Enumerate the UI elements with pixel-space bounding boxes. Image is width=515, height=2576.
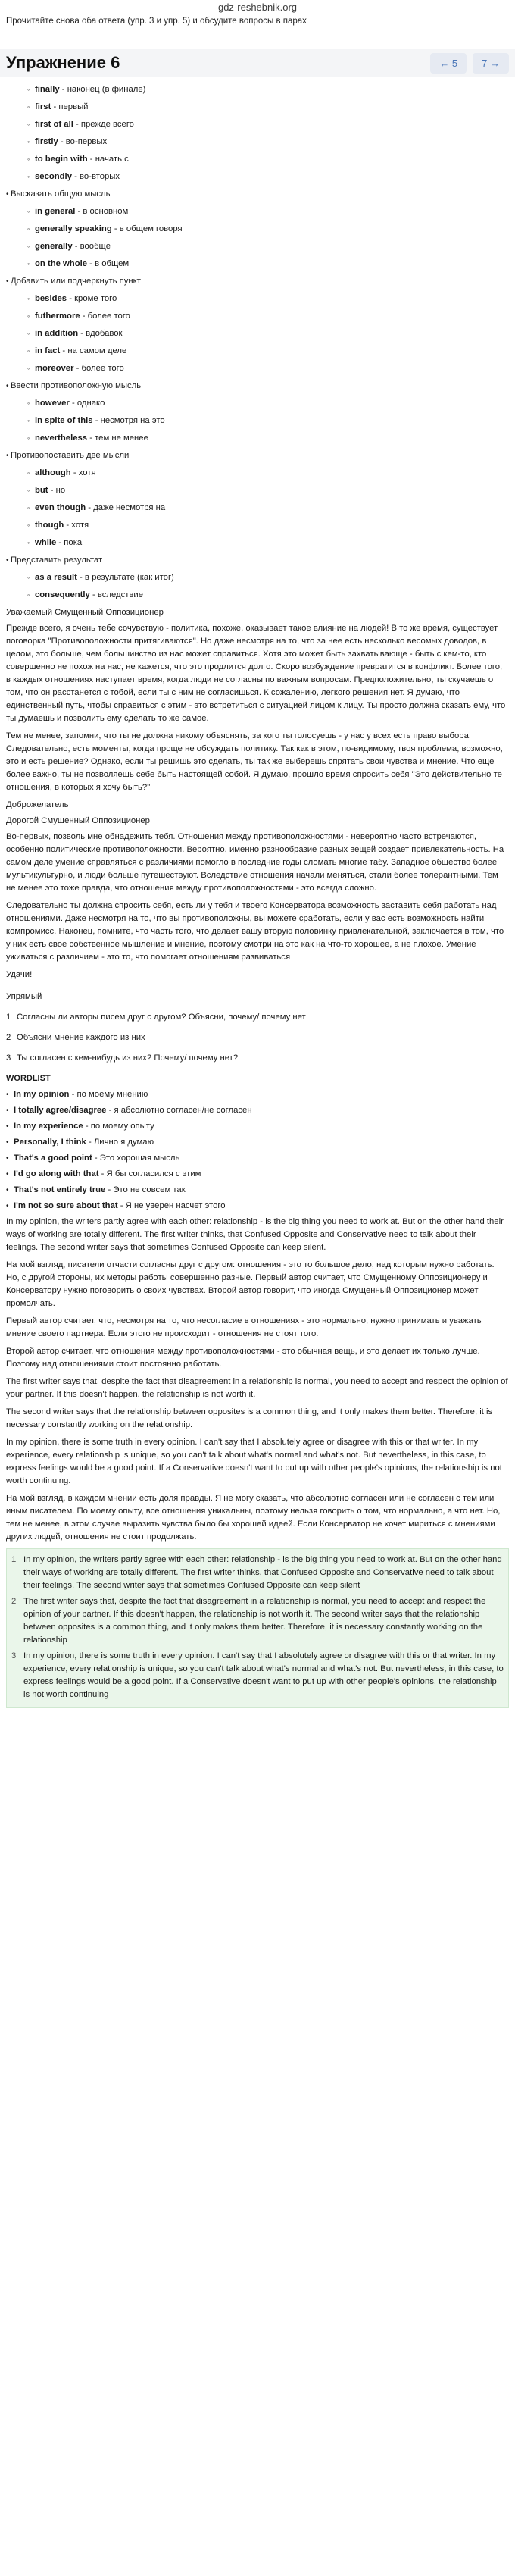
discussion	[6, 1216, 509, 1544]
wordlist-translation: - я абсолютно согласен/не согласен	[106, 1106, 252, 1115]
discussion-paragraph: Второй автор считает, что отношения между противоположностями - это обычная вещь, и это делает их только лучше. Поэтому над отношениями стоит постоянно работать.	[6, 1347, 480, 1369]
phrase-item	[6, 432, 509, 445]
phrase-item	[6, 589, 509, 602]
wordlist-translation: - Я бы согласился с этим	[98, 1169, 201, 1178]
phrase-translation: - первый	[51, 102, 89, 111]
wordlist-phrase: In my opinion	[14, 1090, 70, 1099]
phrase-translation: - более того	[73, 364, 124, 373]
exercise-header	[0, 49, 515, 77]
letter1-greeting: Уважаемый Смущенный Оппозиционер	[6, 608, 164, 617]
wordlist-item	[6, 1152, 509, 1165]
phrase-item	[6, 153, 509, 166]
phrase-english: to begin with	[35, 155, 88, 164]
phrase-item	[6, 519, 509, 532]
wordlist-phrase: Personally, I think	[14, 1138, 86, 1147]
phrase-english: besides	[35, 294, 67, 303]
discussion-paragraph: The second writer says that the relationship between opposites is a common thing, and it only makes them better. Therefore, it is necessary constantly working on the relationship.	[6, 1407, 493, 1429]
answer-item: 1 In my opinion, the writers partly agree with each other: relationship - is the big thing you need to work at. But on the other hand their ways of working are totally different. The first writer thinks, that Confused Opposite and Conservative need to talk about their feelings. The second writer says that sometimes Confused Opposite can keep silent	[11, 1555, 502, 1590]
wordlist-translation: - Я не уверен насчет этого	[117, 1201, 226, 1210]
phrase-item	[6, 136, 509, 149]
letter1-paragraph: Прежде всего, я очень тебе сочувствую - политика, похоже, оказывает такое влияние на людей! В то же время, существует поговорка "Противоположности притягиваются". Но даже несмотря на то, что за нее есть несколько весомых доводов, в целом, это больше, чем большинство из нас может справиться. Хотя это может быть захватывающе - быть с кем-то, кто совершенно не похож на нас, не кажется, что это продлится долго. Скоро возбуждение превратится в конфликт. Более того, в каждых отношениях наступает время, когда люди не согласны по важным вопросам. Предположительно, ты скучаешь о том, что он расстанется с тобой, если ты с ним не согласишься. К сожалению, легкого решения нет. Я думаю, что единственный путь, чтобы справиться с этим - это встретиться с ситуацией лицом к лицу. Ты просто должна сказать ему, что ты думаешь и позволить ему сделать то же самое.	[6, 624, 506, 723]
phrase-translation: - даже несмотря на	[86, 503, 166, 512]
phrase-translation: - хотя	[70, 468, 96, 477]
phrase-translation: - однако	[69, 399, 105, 408]
phrase-category: • Представить результат	[6, 554, 509, 567]
wordlist-phrase: In my experience	[14, 1122, 83, 1131]
question-item: 1 Согласны ли авторы писем друг с другом? Объясни, почему/ почему нет	[6, 1013, 306, 1022]
phrase-english: nevertheless	[35, 434, 88, 443]
phrase-item	[6, 171, 509, 183]
wordlist-item	[6, 1168, 509, 1181]
letter2-paragraph: Следовательно ты должна спросить себя, есть ли у тебя и твоего Консерватора возможность заставить себя работать над отношениями. Даже несмотря на то, что вы противоположны, вы можете сработать, если у вас есть возможность найти компромисс. Наконец, помните, что часть того, что делает вашу вторую половинку привлекательной, заключается в том, что у них есть свое собственное мышление и мнение, поэтому смотри на это как на что-то хорошее, а не плохое. Умение уживаться с различием - это то, что помогает отношениям развиваться	[6, 901, 504, 962]
phrase-translation: - более того	[80, 311, 130, 321]
phrase-english: generally speaking	[35, 224, 112, 233]
phrase-item	[6, 223, 509, 236]
wordlist-title: WORDLIST	[6, 1074, 51, 1083]
phrase-translation: - прежде всего	[73, 120, 134, 129]
phrase-english: moreover	[35, 364, 74, 373]
phrase-english: secondly	[35, 172, 72, 181]
phrase-english: first of all	[35, 120, 73, 129]
wordlist-translation: - Это не совсем так	[105, 1185, 186, 1194]
letter1-signoff: Доброжелатель	[6, 800, 69, 809]
phrase-english: in spite of this	[35, 416, 93, 425]
letter2-signature: Упрямый	[6, 992, 42, 1001]
answer-item: 3 In my opinion, there is some truth in every opinion. I can't say that I absolutely agree or disagree with this or that writer. In my experience, every relationship is unique, so you can't talk about what's normal and what's not. But nevertheless, in this case, to express feelings would be a good point. If a Conservative doesn't want to put up with other people's opinions, the relationship is not worth continuing	[11, 1651, 504, 1699]
wordlist-phrase: That's not entirely true	[14, 1185, 106, 1194]
phrase-english: firstly	[35, 137, 58, 146]
exercise-nav	[430, 53, 509, 74]
phrase-category: • Ввести противоположную мысль	[6, 380, 509, 393]
phrase-category: • Противопоставить две мысли	[6, 449, 509, 462]
wordlist-translation: - Лично я думаю	[86, 1138, 154, 1147]
wordlist-translation: - Это хорошая мысль	[92, 1153, 180, 1163]
letter2-signoff: Удачи!	[6, 970, 33, 979]
phrase-english: although	[35, 468, 71, 477]
phrase-translation: - несмотря на это	[92, 416, 165, 425]
phrase-translation: - вследствие	[89, 590, 144, 599]
phrase-translation: - во-первых	[58, 137, 108, 146]
phrase-translation: - в общем говоря	[111, 224, 183, 233]
phrase-translation: - тем не менее	[87, 434, 148, 443]
phrase-item	[6, 345, 509, 358]
exercise-title: Упражнение 6	[6, 53, 120, 72]
wordlist-translation: - по моему опыту	[83, 1122, 154, 1131]
phrase-item	[6, 101, 509, 114]
phrase-translation: - наконец (в финале)	[59, 85, 146, 94]
phrase-item	[6, 362, 509, 375]
wordlist-phrase: I totally agree/disagree	[14, 1106, 107, 1115]
wordlist-phrase: I'm not so sure about that	[14, 1201, 118, 1210]
discussion-paragraph: Первый автор считает, что, несмотря на то, что несогласие в отношениях - это нормально, нужно принимать и уважать мнение своего партнера. Если этого не происходит - отношения не стоят того.	[6, 1316, 482, 1338]
phrase-translation: - но	[48, 486, 66, 495]
phrase-english: in fact	[35, 346, 61, 355]
phrase-list	[6, 83, 509, 602]
phrase-english: however	[35, 399, 70, 408]
phrase-english: finally	[35, 85, 60, 94]
phrase-item	[6, 293, 509, 305]
phrase-translation: - в основном	[75, 207, 129, 216]
wordlist-item	[6, 1184, 509, 1197]
phrase-english: as a result	[35, 573, 77, 582]
phrase-english: consequently	[35, 590, 90, 599]
discussion-paragraph: На мой взгляд, писатели отчасти согласны друг с другом: отношения - это то большое дело, над которым нужно работать. Но, с другой стороны, их методы работы совершенно разные. Первый автор считает, что Смущенному Оппозиционеру и Консерватору нужно поговорить о своих чувствах. Второй автор говорит, что иногда Смущенный Оппозиционер может промолчать.	[6, 1260, 495, 1308]
question-item: 2 Объясни мнение каждого из них	[6, 1033, 145, 1042]
next-exercise-button[interactable]: 7 →	[473, 53, 509, 74]
question-item: 3 Ты согласен с кем-нибудь из них? Почему/ почему нет?	[6, 1053, 239, 1063]
phrase-english: generally	[35, 242, 73, 251]
wordlist-item	[6, 1088, 509, 1101]
phrase-english: though	[35, 521, 64, 530]
wordlist-item	[6, 1104, 509, 1117]
prev-exercise-button[interactable]: ← 5	[430, 53, 467, 74]
phrase-item	[6, 537, 509, 549]
wordlist	[6, 1088, 509, 1213]
phrase-translation: - вообще	[72, 242, 111, 251]
phrase-category: • Добавить или подчеркнуть пункт	[6, 275, 509, 288]
phrase-english: even though	[35, 503, 86, 512]
letter2-paragraph: Во-первых, позволь мне обнадежить тебя. Отношения между противоположностями - невероятно часто встречаются, особенно политические противоположности. Вероятно, именно разнообразие разных вещей создает привлекательность. На самом деле умение справляться с различиями помогло в последние годы сломать многие табу. Западное общество более мультикультурно, и люди больше путешествуют. Вследствие отношения начали меняться, стали более толерантными. Тем не менее это тоже правда, что отношения между противоположностями - это всегда сложно.	[6, 832, 504, 893]
discussion-paragraph: In my opinion, there is some truth in every opinion. I can't say that I absolutely agree or disagree with this or that writer. In my experience, every relationship is unique, so you can't talk about what's normal and what's not. But nevertheless, in this case, to express feelings would be a good point. If a Conservative doesn't want to put up with other people's opinions, the relationship is not worth continuing.	[6, 1438, 502, 1485]
phrase-english: but	[35, 486, 48, 495]
wordlist-item	[6, 1120, 509, 1133]
phrase-english: while	[35, 538, 57, 547]
phrase-english: in addition	[35, 329, 79, 338]
phrase-translation: - пока	[56, 538, 83, 547]
phrase-translation: - на самом деле	[60, 346, 127, 355]
phrase-translation: - в общем	[87, 259, 130, 268]
phrase-translation: - в результате (как итог)	[76, 573, 174, 582]
phrase-item	[6, 205, 509, 218]
wordlist-phrase: That's a good point	[14, 1153, 92, 1163]
answer-item: 2 The first writer says that, despite the fact that disagreement in a relationship is normal, you need to accept and respect the opinion of your partner. If this doesn't happen, the relationship is not worth it. The second writer says that the relationship between opposites is a common thing, and it only makes them better. Therefore, it is necessary constantly working on the relationship	[11, 1597, 486, 1645]
phrase-translation: - хотя	[64, 521, 89, 530]
letter1-paragraph: Тем не менее, запомни, что ты не должна никому объяснять, за кого ты голосуешь - у нас у всех есть право выбора. Следовательно, есть моменты, когда проще не обсуждать политику. Так как в этом, по-видимому, твоя проблема, возможно, это и есть решение? Однако, если ты решишь это сделать, ты так же выберешь спрятать свои чувства и мнение. Что еще более важно, ты не позволяешь себе быть настоящей собой. Я думаю, прошло время спросить себя "Это действительно те отношения, в которых я хочу быть?"	[6, 731, 503, 792]
phrase-item	[6, 258, 509, 271]
phrase-item	[6, 118, 509, 131]
discussion-paragraph: The first writer says that, despite the fact that disagreement in a relationship is normal, you need to accept and respect the opinion of your partner. If this doesn't happen, the relationship is not worth it.	[6, 1377, 508, 1399]
wordlist-item	[6, 1200, 509, 1213]
phrase-item	[6, 327, 509, 340]
intro-text: Прочитайте снова оба ответа (упр. 3 и упр. 5) и обсудите вопросы в парах	[6, 17, 307, 26]
phrase-item	[6, 571, 509, 584]
phrase-item	[6, 83, 509, 96]
question-list	[6, 1011, 509, 1065]
phrase-translation: - вдобавок	[78, 329, 123, 338]
solution-content	[0, 79, 515, 1708]
site-title[interactable]: gdz-reshebnik.org	[217, 2, 298, 13]
phrase-english: on the whole	[35, 259, 88, 268]
phrase-english: in general	[35, 207, 76, 216]
discussion-paragraph: In my opinion, the writers partly agree with each other: relationship - is the big thing you need to work at. But on the other hand their ways of working are totally different. The first writer thinks, that Confused Opposite and Conservative need to talk about their feelings. The second writer says that sometimes Confused Opposite can keep silent.	[6, 1217, 504, 1252]
phrase-translation: - начать с	[87, 155, 129, 164]
phrase-category: • Высказать общую мысль	[6, 188, 509, 201]
phrase-english: first	[35, 102, 52, 111]
phrase-english: futhermore	[35, 311, 80, 321]
wordlist-item	[6, 1136, 509, 1149]
wordlist-translation: - по моему мнению	[69, 1090, 148, 1099]
phrase-item	[6, 240, 509, 253]
phrase-translation: - кроме того	[67, 294, 117, 303]
phrase-item	[6, 310, 509, 323]
phrase-item	[6, 415, 509, 427]
phrase-translation: - во-вторых	[71, 172, 120, 181]
discussion-paragraph: На мой взгляд, в каждом мнении есть доля правды. Я не могу сказать, что абсолютно согласен или не согласен с тем или иным писателем. По моему опыту, все отношения уникальны, поэтому нельзя говорить о том, что нормально, а что нет. Но, тем не менее, в этом случае выразить чувства было бы хорошей идеей. Если Консерватор не хочет мириться с мнениями других людей, отношения не стоит продолжать.	[6, 1494, 501, 1542]
answers-box	[6, 1548, 509, 1708]
phrase-item	[6, 484, 509, 497]
letter2-greeting: Дорогой Смущенный Оппозиционер	[6, 816, 150, 825]
phrase-item	[6, 467, 509, 480]
phrase-item	[6, 502, 509, 515]
phrase-item	[6, 397, 509, 410]
wordlist-phrase: I'd go along with that	[14, 1169, 99, 1178]
